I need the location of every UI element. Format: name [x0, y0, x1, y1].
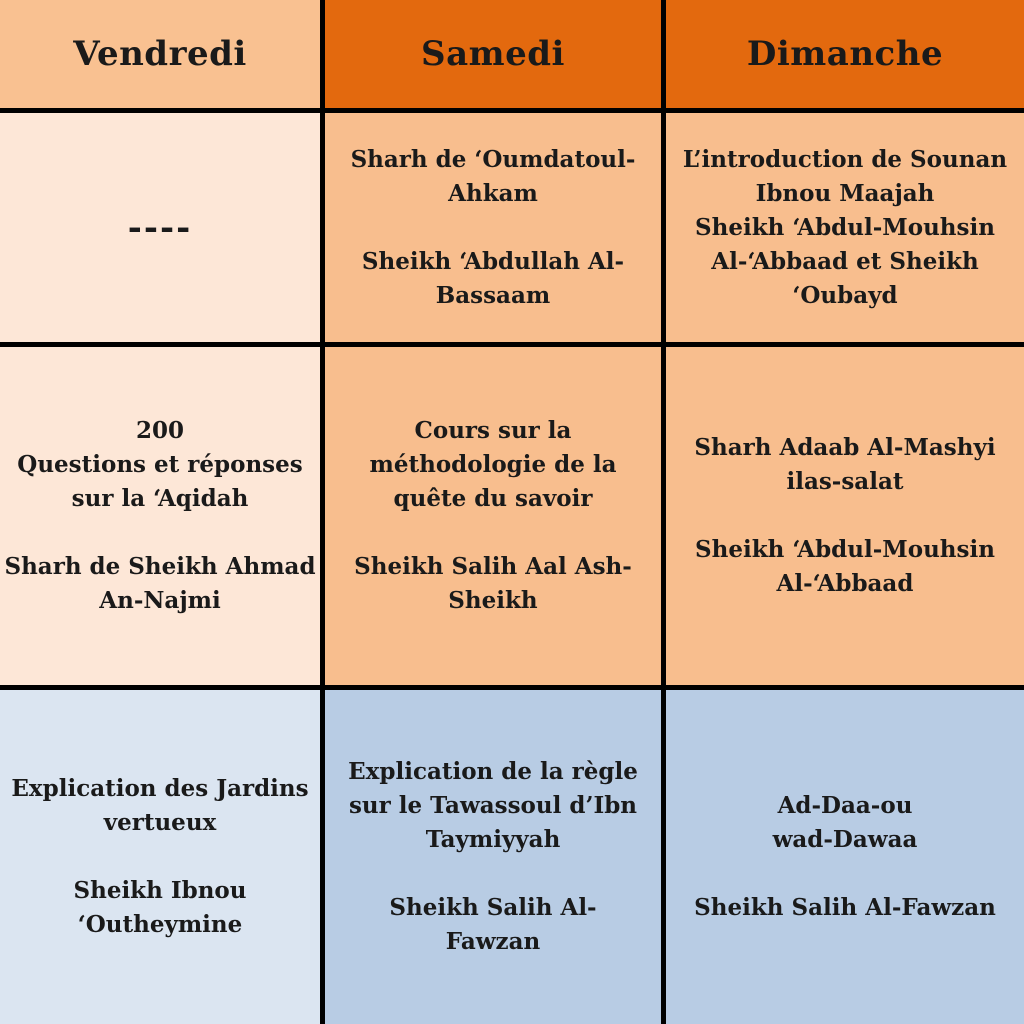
header-saturday: [325, 0, 661, 108]
teacher-name-line: Al-‘Abbaad et Sheikh: [711, 247, 979, 275]
course-title-line: vertueux: [103, 809, 217, 836]
teacher-name-line: Bassaam: [435, 281, 551, 309]
cell-friday-row3: [0, 690, 320, 1024]
course-title-line: L’introduction de Sounan: [682, 145, 1008, 173]
course-title-line: Ibnou Maajah: [755, 179, 935, 207]
course-title-line: quête du savoir: [393, 485, 593, 512]
teacher-name-line: ‘Outheymine: [77, 911, 243, 938]
cell-sunday-row2: [666, 347, 1024, 685]
teacher-name-line: Sheikh Salih Al-: [389, 894, 597, 921]
teacher-name-line: Sheikh Salih Aal Ash-: [354, 553, 632, 580]
cell-friday-row1: [0, 113, 320, 342]
course-title-line: Explication des Jardins: [11, 775, 309, 802]
course-title-line: Sharh Adaab Al-Mashyi: [694, 434, 996, 461]
course-title-line: sur la ‘Aqidah: [71, 485, 249, 512]
teacher-name-line: Sheikh Ibnou: [73, 877, 247, 904]
course-title-line: Ad-Daa-ou: [777, 792, 913, 819]
teacher-name-line: Fawzan: [445, 928, 541, 955]
course-title-line: méthodologie de la: [369, 451, 617, 478]
course-title-line: 200: [135, 417, 184, 444]
course-title-line: Sharh de ‘Oumdatoul-: [350, 145, 636, 173]
course-title-line: Cours sur la: [414, 417, 572, 444]
teacher-name-line: Sheikh Salih Al-Fawzan: [694, 894, 996, 921]
header-friday: [0, 0, 320, 108]
teacher-name-line: Al-‘Abbaad: [776, 570, 914, 597]
teacher-name-line: Sheikh ‘Abdul-Mouhsin: [695, 213, 995, 241]
cell-saturday-row2: [325, 347, 661, 685]
cell-sunday-row1: [666, 113, 1024, 342]
header-sunday: [666, 0, 1024, 108]
course-title-line: Ahkam: [448, 179, 538, 207]
course-title-line: ilas-salat: [786, 468, 904, 495]
course-title-line: wad-Dawaa: [772, 826, 918, 853]
cell-sunday-row3: [666, 690, 1024, 1024]
course-title-line: Questions et réponses: [17, 451, 303, 478]
course-title-line: Taymiyyah: [425, 826, 561, 853]
course-title-line: sur le Tawassoul d’Ibn: [348, 792, 638, 819]
teacher-name-line: An-Najmi: [99, 587, 221, 614]
cell-saturday-row1: [325, 113, 661, 342]
header-saturday-label: Samedi: [421, 34, 565, 74]
course-title-line: Explication de la règle: [348, 758, 638, 785]
teacher-name-line: ‘Oubayd: [792, 281, 898, 309]
teacher-name-line: Sheikh ‘Abdullah Al-: [361, 247, 625, 275]
header-sunday-label: Dimanche: [746, 34, 944, 74]
cell-saturday-row3: [325, 690, 661, 1024]
teacher-name-line: Sheikh: [448, 587, 538, 614]
cell-friday-row2: [0, 347, 320, 685]
header-friday-label: Vendredi: [73, 34, 247, 74]
empty-placeholder: ----: [127, 207, 193, 248]
teacher-name-line: Sheikh ‘Abdul-Mouhsin: [695, 536, 995, 563]
teacher-name-line: Sharh de Sheikh Ahmad: [4, 553, 316, 580]
